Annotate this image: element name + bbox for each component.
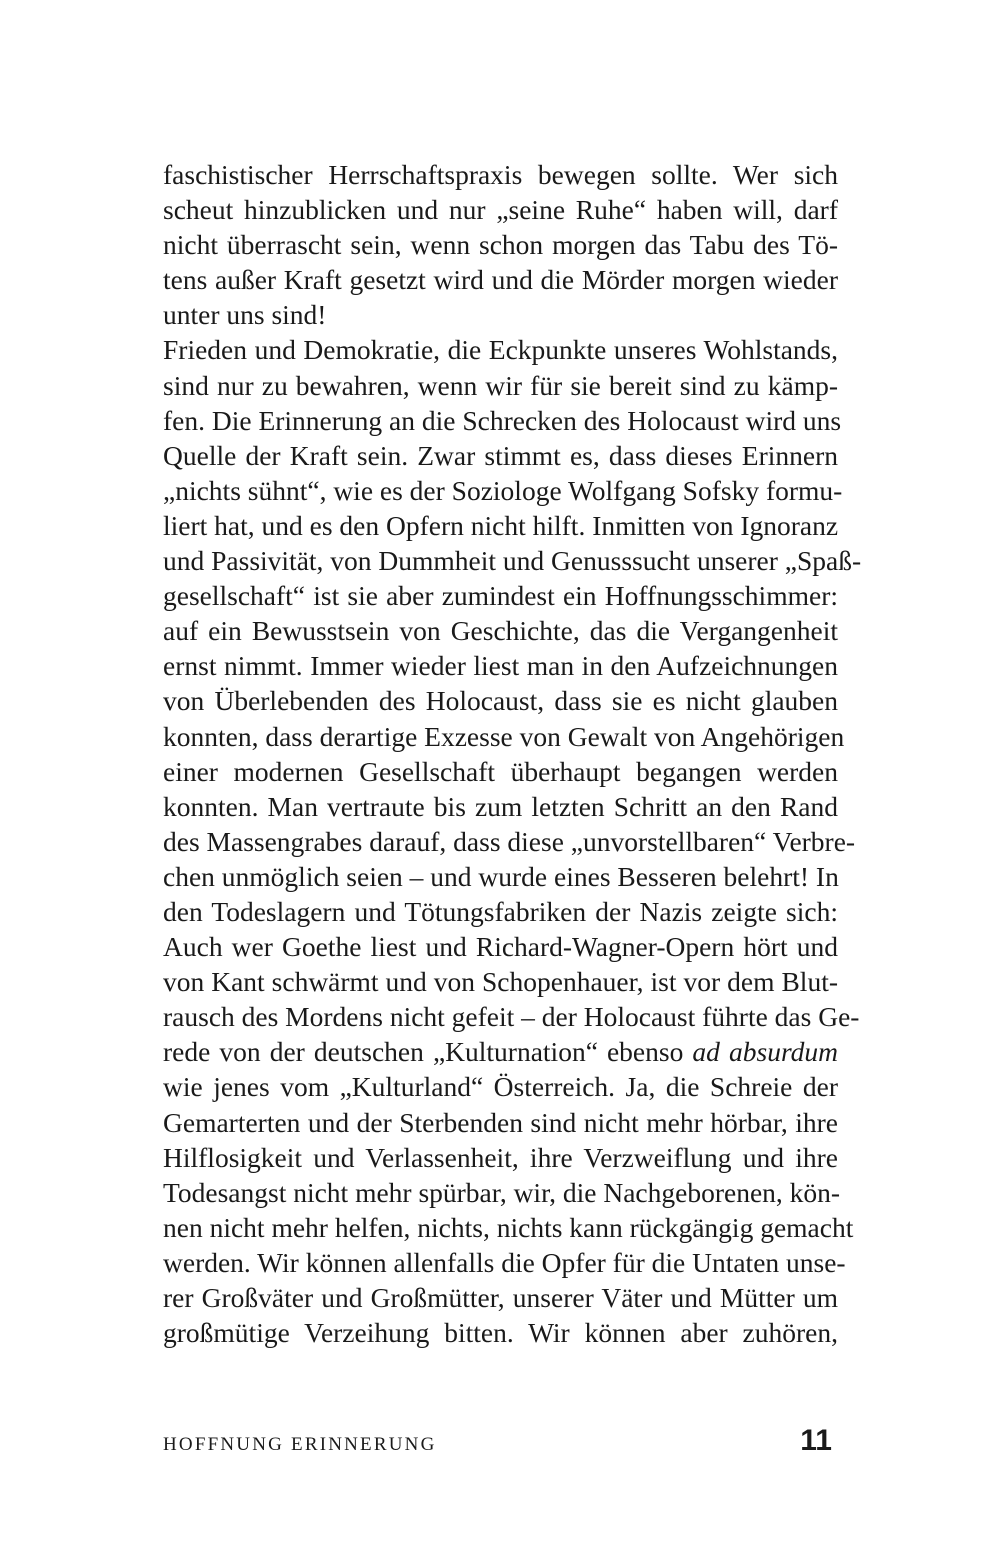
text-line: konnten. Man vertraute bis zum letzten Schritt an den Rand xyxy=(163,790,838,822)
text-line: Hilflosigkeit und Verlassenheit, ihre Verzweiflung und ihre xyxy=(163,1141,838,1173)
body-text xyxy=(163,157,862,1350)
text-line: Quelle der Kraft sein. Zwar stimmt es, dass dieses Erinnern xyxy=(163,439,838,471)
text-line: „nichts sühnt“, wie es der Soziologe Wolfgang Sofsky formu- xyxy=(163,474,843,506)
text-line: nicht überrascht sein, wenn schon morgen das Tabu des Tö- xyxy=(163,229,838,261)
text-line: wie jenes vom „Kulturland“ Österreich. Ja, die Schreie der xyxy=(163,1071,838,1103)
page-number: 11 xyxy=(800,1424,832,1457)
text-line: nen nicht mehr helfen, nichts, nichts kann rückgängig gemacht xyxy=(163,1211,854,1243)
text-line: chen unmöglich seien – und wurde eines Besseren belehrt! In xyxy=(163,860,839,892)
text-line: rausch des Mordens nicht gefeit – der Holocaust führte das Ge- xyxy=(163,1001,860,1033)
text-line: fen. Die Erinnerung an die Schrecken des Holocaust wird uns xyxy=(163,404,842,436)
text-line: werden. Wir können allenfalls die Opfer für die Untaten unse- xyxy=(163,1246,846,1278)
text-line: auf ein Bewusstsein von Geschichte, das die Vergangenheit xyxy=(163,615,838,647)
text-line: scheut hinzublicken und nur „seine Ruhe“ haben will, darf xyxy=(163,194,838,226)
italic-phrase: ad absurdum xyxy=(692,1036,838,1068)
text-line: des Massengrabes darauf, dass diese „unvorstellbaren“ Verbre- xyxy=(163,825,856,857)
text-line: den Todeslagern und Tötungsfabriken der Nazis zeigte sich: xyxy=(163,895,838,927)
text-line: Todesangst nicht mehr spürbar, wir, die Nachgeborenen, kön- xyxy=(163,1176,841,1208)
text-line: und Passivität, von Dummheit und Genusssucht unserer „Spaß- xyxy=(163,545,862,577)
text-line: von Überlebenden des Holocaust, dass sie es nicht glauben xyxy=(163,685,838,717)
text-line: sind nur zu bewahren, wenn wir für sie bereit sind zu kämp- xyxy=(163,369,838,401)
text-run: rede von der deutschen „Kulturnation“ ebenso xyxy=(163,1036,693,1068)
running-footer-title: HOFFNUNG ERINNERUNG xyxy=(163,1434,437,1455)
text-line-with-italic xyxy=(163,1034,838,1069)
text-line: faschistischer Herrschaftspraxis bewegen sollte. Wer sich xyxy=(163,159,838,190)
text-line: Frieden und Demokratie, die Eckpunkte unseres Wohlstands, xyxy=(163,334,838,366)
text-line: konnten, dass derartige Exzesse von Gewalt von Angehörigen xyxy=(163,720,845,752)
text-line: rer Großväter und Großmütter, unserer Väter und Mütter um xyxy=(163,1282,838,1313)
text-line: von Kant schwärmt und von Schopenhauer, ist vor dem Blut- xyxy=(163,966,838,998)
text-line: gesellschaft“ ist sie aber zumindest ein Hoffnungsschimmer: xyxy=(163,580,838,612)
text-line: Auch wer Goethe liest und Richard-Wagner-Opern hört und xyxy=(163,931,838,963)
text-line: großmütige Verzeihung bitten. Wir können aber zuhören, xyxy=(163,1317,838,1349)
text-line: einer modernen Gesellschaft überhaupt begangen werden xyxy=(163,755,838,787)
text-line: tens außer Kraft gesetzt wird und die Mörder morgen wieder xyxy=(163,264,838,296)
text-line: Gemarterten und der Sterbenden sind nicht mehr hörbar, ihre xyxy=(163,1106,838,1138)
text-line: liert hat, und es den Opfern nicht hilft. Inmitten von Ignoranz xyxy=(163,509,839,541)
text-line: unter uns sind! xyxy=(163,299,327,331)
text-line: ernst nimmt. Immer wieder liest man in den Aufzeichnungen xyxy=(163,650,838,682)
